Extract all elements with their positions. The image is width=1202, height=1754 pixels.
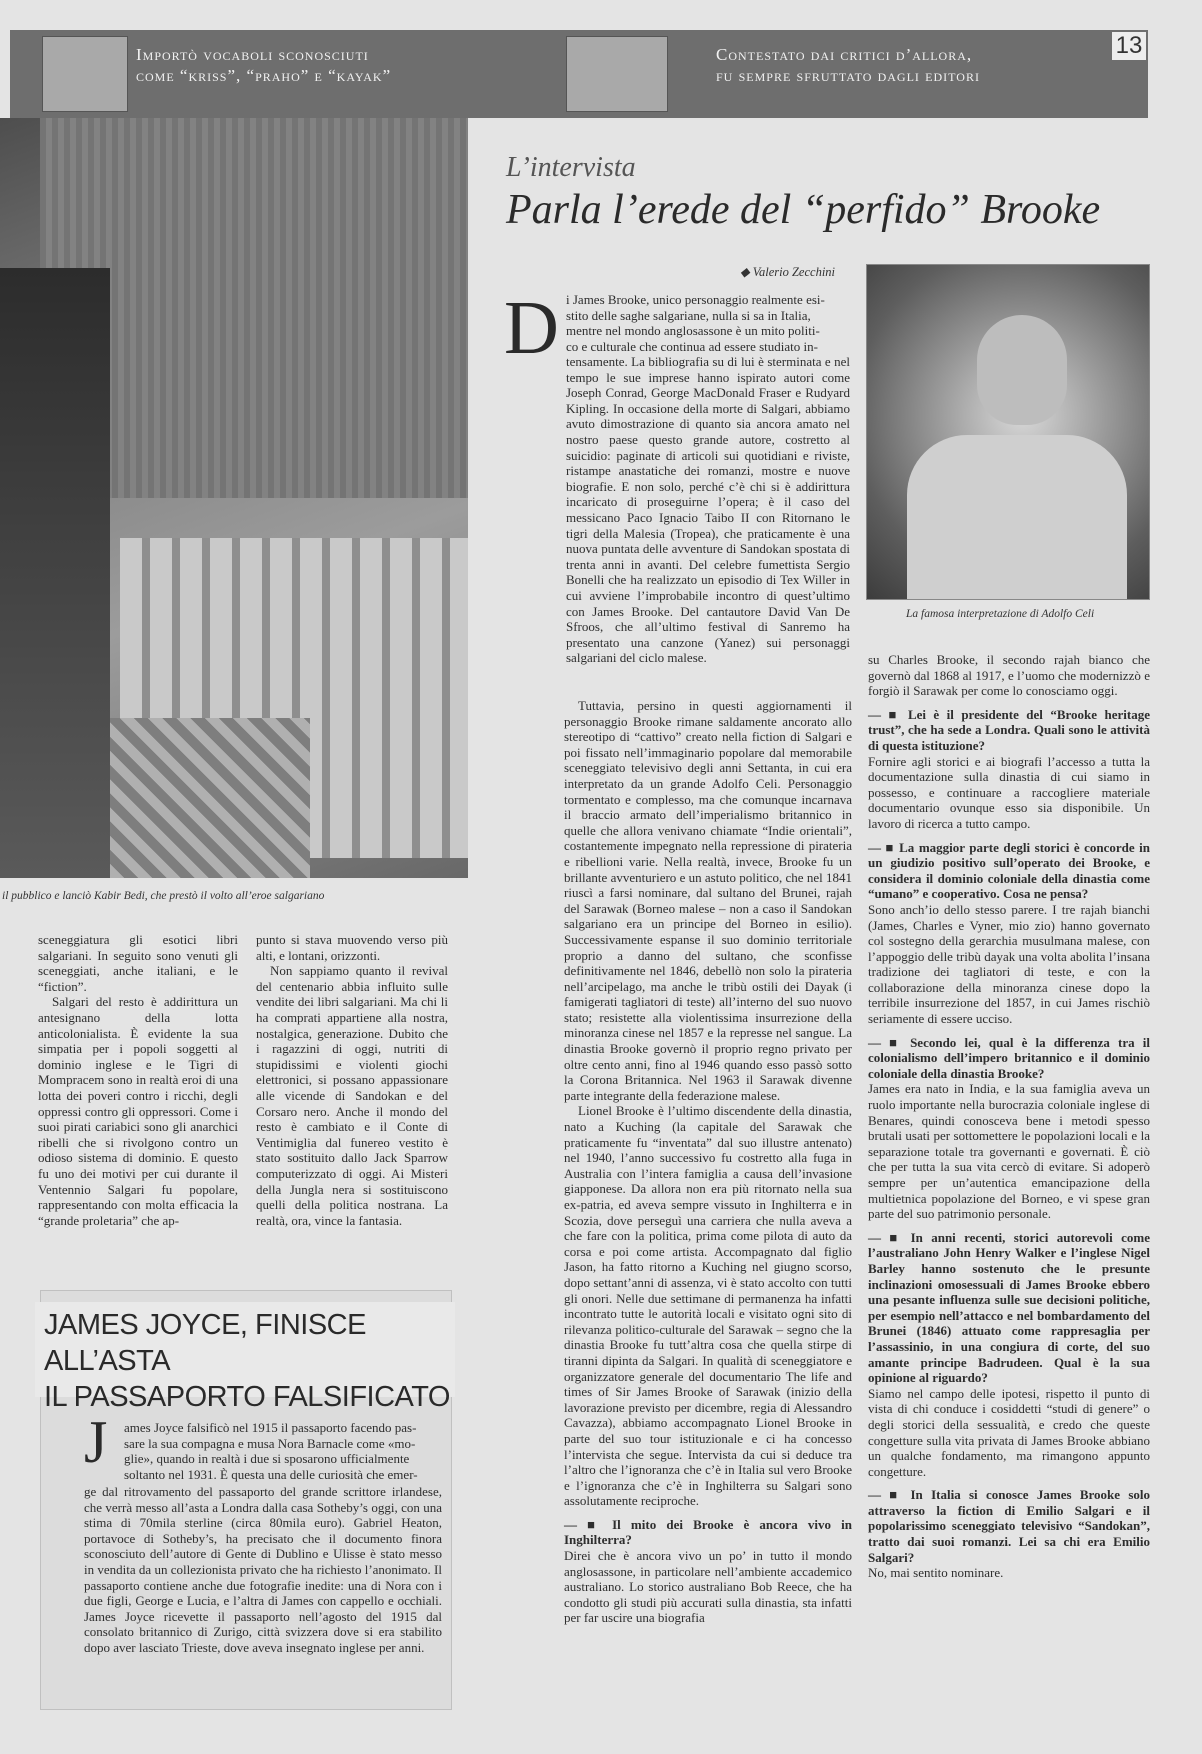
- top-banner: [10, 30, 1148, 118]
- film-still-photo: [0, 118, 468, 878]
- left-column-2: punto si stava muovendo verso più alti, e lontani, orizzonti. Non sappiamo quanto il revival del centenario abbia influito sulle vendite dei libri salgariani. Ma chi li ha comprati appartiene alla nostra, nostalgica, generazione. Dubito che i ragazzini di oggi, nutriti di stupidissimi e violenti giochi elettronici, si possano appassionare alle vicende di Sandokan e del Corsaro nero. Anche il mondo del resto è cambiato e il Conte di Ventimiglia dal funereo vestito è stato sostituito dallo Jack Sparrow computerizzato di oggi. Ai Misteri della Jungla nera si sostituiscono quelli della politica nostrana. La realtà, ora, vince la fantasia.: [256, 932, 448, 1228]
- photo-caption-left: il pubblico e lanciò Kabir Bedi, che prestò il volto all’eroe salgariano: [2, 890, 325, 902]
- joyce-lead: ames Joyce falsificò nel 1915 il passaporto facendo pas- sare la sua compagna e musa Nora Barnacle come «mo- glie», quando in realtà i due si sposarono ufficialmente soltanto nel 1931. È questa una delle curiosità che emer-: [124, 1420, 418, 1482]
- joyce-dropcap: J: [84, 1409, 108, 1475]
- article-column-4: su Charles Brooke, il secondo rajah bianco che governò dal 1868 al 1917, e l’uomo che modernizzò e forgiò il Sarawak per come lo conosciamo oggi. — ■ Lei è il presidente del “Brooke heritage trust”, che ha sede a Londra. Quali sono le attività di questa istituzione? Fornire agli storici e ai biografi l’accesso a tutta la documentazione sulla dinastia di cui siamo in possesso, e continuare a raccogliere materiale documentario ovunque esso sia disponibile. Un lavoro di ricerca a tutto campo. — ■ La maggior parte degli storici è concorde in un giudizio positivo sull’operato dei Brooke, e considera il dominio coloniale della dinastia come “umano” e cooperativo. Cosa ne pensa? Sono anch’io dello stesso parere. I tre rajah bianchi (James, Charles e Vyner, mio zio) hanno governato col sostegno della gerarchia musulmana malese, con l’appoggio delle tribù dayak una volta abolita l’insana tradizione dei tagliatori di teste, e con la collaborazione della minoranza cinese dopo la terribile insurrezione del 1857, in cui James rischiò seriamente di essere ucciso. — ■ Secondo lei, qual è la differenza tra il colonialismo dell’impero britannico e il dominio coloniale della dinastia Brooke? James era nato in India, e la sua famiglia aveva un ruolo importante nella burocrazia coloniale inglese di Benares, quindi conosceva bene i metodi spesso brutali usati per sottomettere le popolazioni locali e la separazione totale tra governanti e governati. È ciò che per tutta la sua vita cercò di evitare. Si adoperò sempre per un’autentica emancipazione della multietnica popolazione del Borneo, e vi spese gran parte del suo patrimonio personale. — ■ In anni recenti, storici autorevoli come l’australiano John Henry Walker e l’inglese Nigel Barley hanno sostenuto che le presunte inclinazioni omosessuali di James Brooke ebbero una pesante influenza sulle sue decisioni politiche, per esempio nell’attacco e nel bombardamento del Brunei (1846) attuato come rappresaglia per l’assassinio, in una congiura di corte, del suo amante principe Badrudeen. Qual è la sua opinione al riguardo? Siamo nel campo delle ipotesi, rispetto il punto di vista di chi conduce i cosiddetti “studi di genere” o degli storici della sessualità, e credo che queste congetture sulla vita privata di James Brooke abbiano un qualche fondamento, ma rimangono appunto congetture. — ■ In Italia si conosce James Brooke solo attraverso la fiction di Emilio Salgari e il popolarissimo sceneggiato televisivo “Sandokan”, tratto dai suoi romanzi. Lei sa chi era Emilio Salgari? No, mai sentito nominare.: [868, 652, 1150, 1581]
- banner-headline-right: Contestato dai critici d’allora, fu sempre sfruttato dagli editori: [716, 45, 980, 85]
- article-kicker: L’intervista: [506, 152, 636, 183]
- article-dropcap: D: [504, 286, 559, 370]
- article-column-3: Tuttavia, persino in questi aggiornamenti il personaggio Brooke rimane saldamente ancorato allo stereotipo di “cattivo” creato nella fiction di Salgari e poi fissato nell’immaginario popolare dal memorabile sceneggiato televisivo degli anni Settanta, in cui era interpretato da un grande Adolfo Celi. Personaggio tormentato e complesso, ma che comunque incarnava il braccio armato dell’imperialismo britannico in quelle che allora venivano chiamate “Indie orientali”, costantemente impegnato nella repressione di pirateria e ribellioni varie. Nella realtà, invece, Brooke fu un brillante avventuriero e un astuto politico, che nel 1841 riuscì a farsi nominare, dal sultano del Brunei, rajah del Sarawak (Borneo malese – non a caso il Sandokan salgariano era un principe del Borneo in esilio). Successivamente espanse il suo dominio territoriale proprio a danno del sultano, che sconfisse definitivamente nel 1846, debellò non solo la pirateria nell’arcipelago, ma anche le tribù ostili dei Dayak (i famigerati tagliatori di teste) all’interno del suo nuovo stato; resistette alla violentissima insurrezione della minoranza cinese nel 1857 e la represse nel sangue. La dinastia Brooke governò il proprio regno privato per oltre cento anni, fino al 1946 quando esso passò sotto la Corona Britannica. Nel 1963 il Sarawak divenne parte integrante della federazione malese. Lionel Brooke è l’ultimo discendente della dinastia, nato a Kuching (la capitale del Sarawak che praticamente fu “inventata” dal suo illustre antenato) nel 1940, l’anno successivo fu costretto alla fuga in Australia con l’intera famiglia a causa dell’invasione giapponese. Da allora non era più ritornato nella sua ex-patria, ed aveva sempre vissuto in Inghilterra e in Scozia, dove perseguì una carriera che nulla aveva a che fare con la politica, prima come pilota di auto da corsa e poi come artista. Accompagnato dal figlio Jason, ha fatto ritorno a Kuching nel giugno scorso, dopo settant’anni di assenza, vi è stato accolto con tutti gli onori. Nelle due settimane di permanenza ha infatti incontrato tutte le autorità locali e visitato ogni sito di rilevanza politico-culturale del Sarawak – segno che la dinastia Brooke fu tutt’altra cosa che quella stirpe di tiranni dipinta da Salgari. In qualità di sceneggiatore e organizzatore generale del documentario The life and times of Sir James Brooke of Sarawak (inizio della lavorazione previsto per dicembre, regia di Alessandro Cavazza), abbiamo accompagnato Lionel Brooke in parte del suo tour istituzionale e ci ha concesso l’intervista che segue. Intervista da cui si deduce tra l’altro che l’ignoranza che c’è in Italia sul vero Brooke e l’ignoranza che c’è in Inghilterra su Salgari sono assolutamente reciproche. — ■ Il mito dei Brooke è ancora vivo in Inghilterra? Direi che è ancora vivo un po’ in tutto il mondo anglosassone, in particolare nell’ambiente accademico australiano. Lo storico australiano Bob Reece, che ha condotto gli studi più accurati sulla dinastia, sta infatti per far uscire una biografia: [564, 698, 852, 1626]
- joyce-headline: JAMES JOYCE, FINISCE ALL’ASTA IL PASSAPORTO FALSIFICATO: [44, 1309, 450, 1413]
- page-number: 13: [1112, 32, 1146, 60]
- left-column-1: sceneggiatura gli esotici libri salgariani. In seguito sono venuti gli sceneggiati, anche italiani, e le “fiction”. Salgari del resto è addirittura un antesignano della lotta anticolonialista. È evidente la sua simpatia per i popoli soggetti al dominio inglese e le Tigri di Mompracem sono in realtà eroi di una lotta dei poveri contro i ricchi, degli oppressi contro gli oppressori. Come i suoi pirati cariabici sono gli anarchici ribelli che si rivolgono contro un odioso sistema di dominio. E questo fu uno dei motivi per cui durante il Ventennio Salgari fu popolare, rappresentando con molta efficacia la “grande proletaria” che ap-: [38, 932, 238, 1228]
- banner-thumbnail-right: [566, 36, 668, 112]
- portrait-caption: La famosa interpretazione di Adolfo Celi: [906, 608, 1095, 620]
- article-headline: Parla l’erede del “perfido” Brooke: [506, 187, 1101, 233]
- article-lead: i James Brooke, unico personaggio realmente esi- stito delle saghe salgariane, nulla si sa in Italia, mentre nel mondo anglosassone è un mito politi- co e culturale che continua ad essere studiato in-: [566, 292, 825, 354]
- banner-headline-left: Importò vocaboli sconosciuti come “kriss”, “praho” e “kayak”: [136, 45, 392, 85]
- banner-thumbnail-left: [42, 36, 128, 112]
- article-byline: ◆ Valerio Zecchini: [740, 265, 836, 279]
- joyce-body: ge dal ritrovamento del passaporto del grande scrittore irlandese, che verrà messo all’asta a Londra dalla casa Sotheby’s oggi, con una stima di 70mila sterline (circa 80mila euro). Gabriel Heaton, portavoce di Sotheby’s, ha precisato che il documento finora sconosciuto dell’autore di Gente di Dublino e Ulisse è stato messo in vendita da un collezionista privato che ha richiesto l’anonimato. Il passaporto contiene anche due fotografie inedite: una di Nora con i due figli, George e Lucia, e l’altra di James con cappello e occhiali. James Joyce ricevette il passaporto nell’agosto del 1915 dal consolato britannico di Zurigo, città svizzera dove si era stabilito dopo aver lasciato Trieste, dove aveva insegnato inglese per anni.: [84, 1484, 442, 1655]
- portrait-photo: [866, 264, 1150, 600]
- article-column-3-top: tensamente. La bibliografia su di lui è sterminata e nel tempo le sue imprese hanno ispirato autori come Joseph Conrad, George MacDonald Fraser e Rudyard Kipling. In occasione della morte di Salgari, abbiamo avuto dimostrazione di quanto sia ancora amato nel nostro paese questo grande autore, costretto al suicidio: paginate di articoli sui quotidiani e riviste, ristampe anastatiche dei romanzi, mostre e nuove biografie. E non solo, perché c’è chi si è addirittura incaricato di proseguirne l’opera; è il caso del messicano Paco Ignacio Taibo II con Ritornano le tigri della Malesia (Tropea), che praticamente è una nuova puntata delle avventure di Sandokan spostata di trenta anni in avanti. Del celebre fumettista Sergio Bonelli che ha realizzato un episodio di Tex Willer in cui avviene l’improbabile incontro di quest’ultimo con James Brooke. Del cantautore David Van De Sfroos, che all’ultimo festival di Sanremo ha presentato una canzone (Yanez) sui personaggi salgariani del ciclo malese.: [566, 354, 850, 666]
